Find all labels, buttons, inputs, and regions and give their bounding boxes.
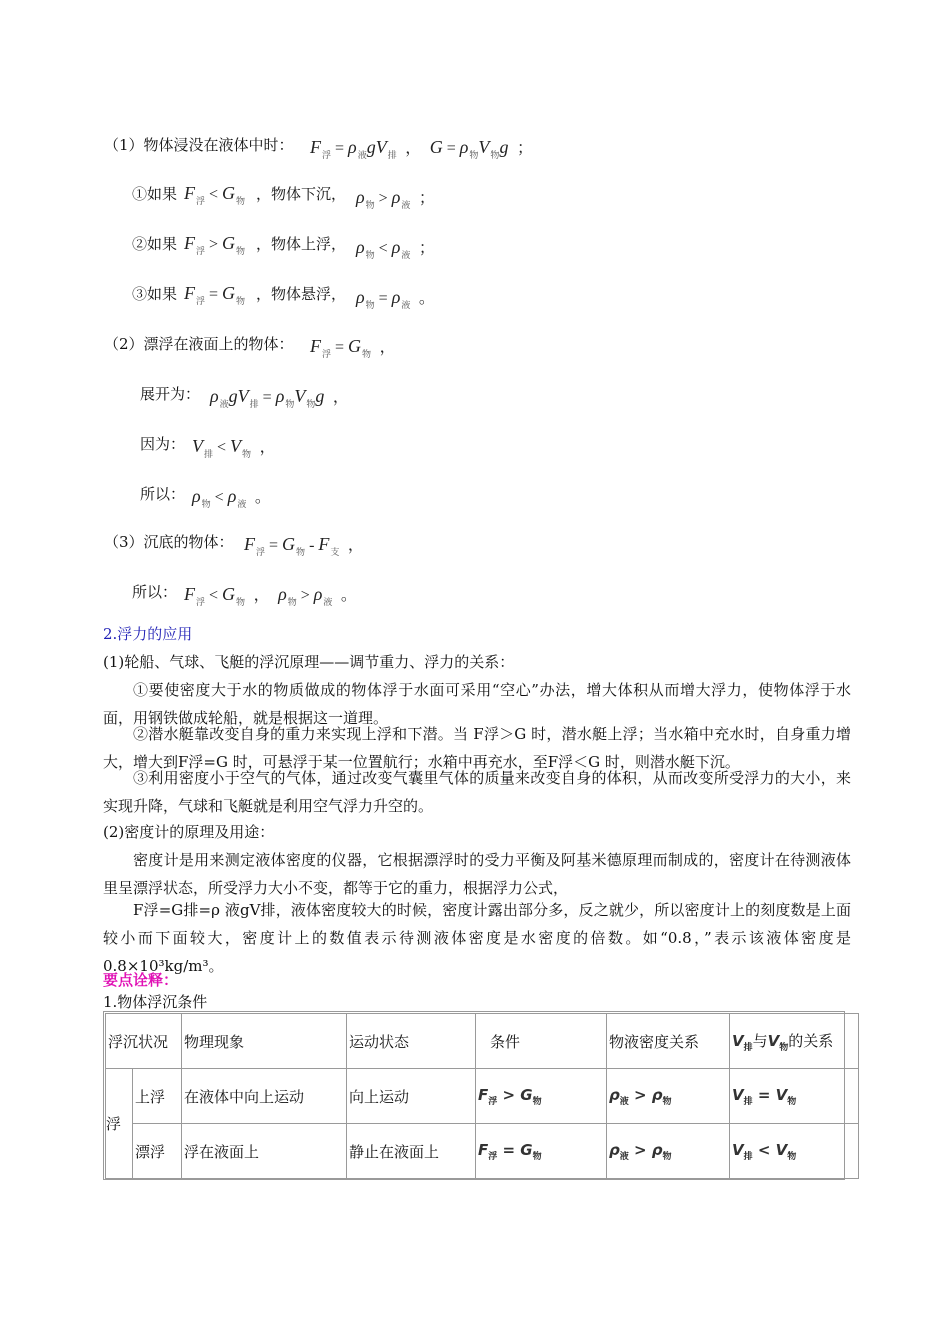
- cond3-mid: ，物体悬浮，: [256, 285, 347, 303]
- cond2-label: ②如果: [132, 235, 178, 253]
- so-label: 所以：: [140, 485, 186, 503]
- table-row: [106, 1124, 859, 1179]
- cell-motion: 向上运动: [347, 1069, 476, 1124]
- header-motion: 运动状态: [347, 1014, 476, 1069]
- header-state: 浮沉状况: [106, 1014, 182, 1069]
- cond2-formula: $F_浮 > G_物$: [184, 233, 246, 256]
- header-phenomenon: 物理现象: [182, 1014, 347, 1069]
- expand-formula: $\rho_液gV_排 = \rho_物V_物g$ ，: [210, 386, 349, 409]
- cell-condition: $F_浮 > G_物$: [476, 1069, 607, 1124]
- paragraph-balloon: ③利用密度小于空气的气体，通过改变气囊里气体的质量来改变自身的体积，从而改变所受浮力的大小，来实现升降，气球和飞艇就是利用空气浮力升空的。: [103, 769, 851, 815]
- cell-phenomenon: 浮在液面上: [182, 1124, 347, 1179]
- cell-motion: 静止在液面上: [347, 1124, 476, 1179]
- cond1-mid: ，物体下沉，: [256, 185, 347, 203]
- case2-label: （2）漂浮在液面上的物体：: [104, 335, 294, 353]
- because-label: 因为：: [140, 435, 186, 453]
- cell-density: $\rho_液 > \rho_物$: [607, 1124, 730, 1179]
- case1-formula: $F_浮 = \rho_液gV_排$ ， $G = \rho_物V_物g$ ；: [310, 137, 533, 160]
- cond3-formula: $F_浮 = G_物$: [184, 283, 246, 306]
- group-float: 浮: [106, 1069, 133, 1179]
- paragraph-hollow: ①要使密度大于水的物质做成的物体浮于水面可采用“空心”办法，增大体积从而增大浮力，使物体浮于水面，用钢铁做成轮船，就是根据这一道理。: [103, 681, 851, 727]
- subheading-ships: (1)轮船、气球、飞艇的浮沉原理——调节重力、浮力的关系：: [103, 653, 515, 671]
- subheading-float-conditions: 1.物体浮沉条件: [103, 993, 208, 1011]
- cond1-result: $\rho_物 > \rho_液$ ；: [356, 187, 435, 210]
- cond1-formula: $F_浮 < G_物$: [184, 183, 246, 206]
- subheading-hydrometer: (2)密度计的原理及用途：: [103, 823, 275, 841]
- cell-volume: $V_排 < V_物$: [730, 1124, 859, 1179]
- cell-condition: $F_浮 = G_物$: [476, 1124, 607, 1179]
- expand-label: 展开为：: [140, 385, 201, 403]
- cond3-label: ③如果: [132, 285, 178, 303]
- paragraph-submarine: ②潜水艇靠改变自身的重力来实现上浮和下潜。当 F浮＞G 时，潜水艇上浮；当水箱中充水时，自身重力增大，增大到F浮=G 时，可悬浮于某一位置航行；水箱中再充水，至F浮＜G 时，则潜水艇下沉。: [103, 725, 851, 771]
- cell-state: 上浮: [133, 1069, 182, 1124]
- case3-label: （3）沉底的物体：: [104, 533, 234, 551]
- case2-formula: $F_浮 = G_物$ ，: [310, 336, 396, 359]
- section-heading-applications: 2.浮力的应用: [103, 625, 193, 643]
- cond2-mid: ，物体上浮，: [256, 235, 347, 253]
- table-header-row: [106, 1014, 859, 1069]
- so2-label: 所以：: [132, 583, 178, 601]
- cell-density: $\rho_液 > \rho_物$: [607, 1069, 730, 1124]
- cond3-result: $\rho_物 = \rho_液$ 。: [356, 287, 435, 310]
- case1-label: （1）物体浸没在液体中时：: [104, 136, 294, 154]
- cell-volume: $V_排 = V_物$: [730, 1069, 859, 1124]
- table-row: [106, 1069, 859, 1124]
- header-density: 物液密度关系: [607, 1014, 730, 1069]
- paragraph-hydrometer-scale: F浮=G排=ρ 液gV排，液体密度较大的时候，密度计露出部分多，反之就少，所以密度计上的刻度数是上面较小而下面较大，密度计上的数值表示待测液体密度是水密度的倍数。如“0.8，”表示该液体密度是 0.8×10³kg/m³。: [103, 901, 851, 975]
- because-formula: $V_排 < V_物$ ，: [192, 436, 276, 459]
- cell-state: 漂浮: [133, 1124, 182, 1179]
- key-points-heading: 要点诠释：: [103, 971, 179, 989]
- case3-formula: $F_浮 = G_物 - F_支$ ，: [244, 534, 364, 557]
- cond2-result: $\rho_物 < \rho_液$ ；: [356, 237, 435, 260]
- float-sink-table: [105, 1013, 859, 1179]
- paragraph-hydrometer: 密度计是用来测定液体密度的仪器，它根据漂浮时的受力平衡及阿基米德原理而制成的，密度计在待测液体里呈漂浮状态，所受浮力大小不变，都等于它的重力，根据浮力公式，: [103, 851, 851, 897]
- header-volume: $V_排$与$V_物$的关系: [730, 1014, 859, 1069]
- header-condition: 条件: [476, 1014, 607, 1069]
- cond1-label: ①如果: [132, 185, 178, 203]
- cell-phenomenon: 在液体中向上运动: [182, 1069, 347, 1124]
- so-formula: $\rho_物 < \rho_液$ 。: [192, 486, 271, 509]
- so2-formula: $F_浮 < G_物$ ， $\rho_物 > \rho_液$ 。: [184, 584, 357, 607]
